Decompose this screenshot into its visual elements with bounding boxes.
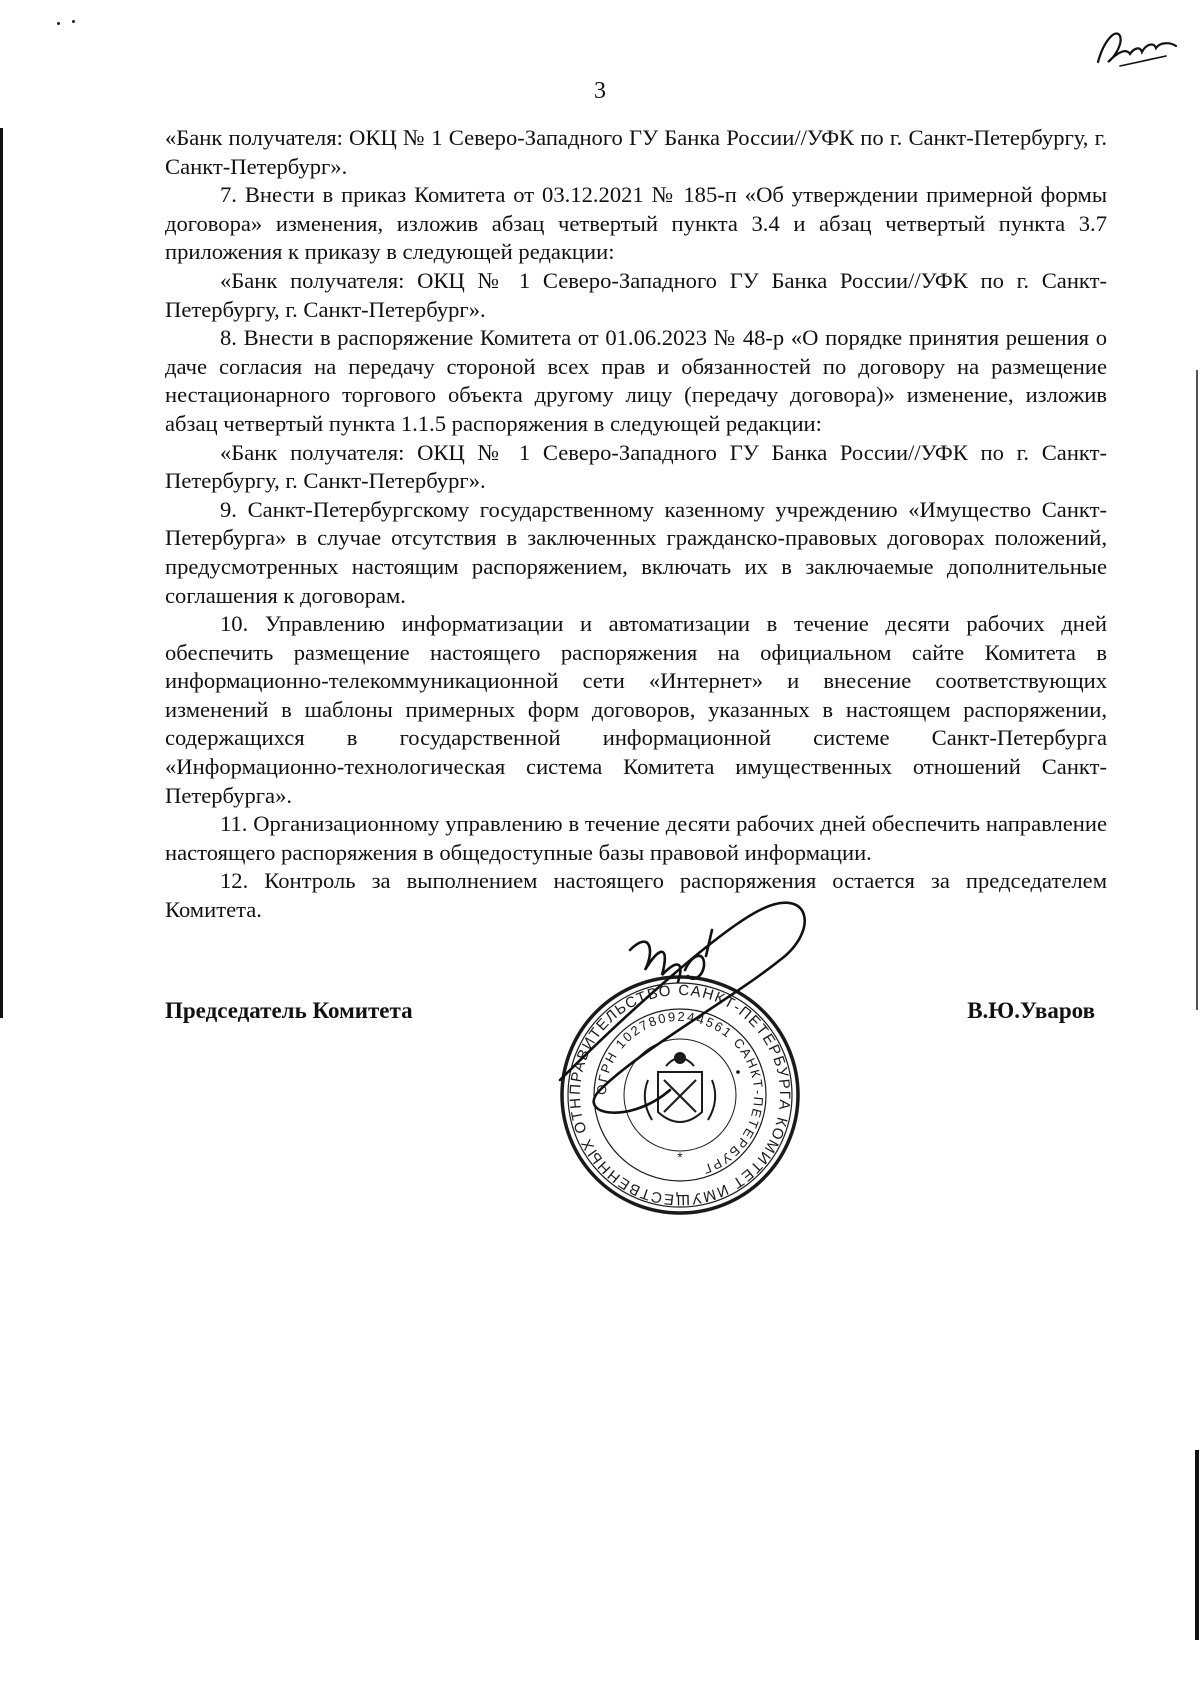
signatory-position: Председатель Комитета [165, 998, 413, 1023]
svg-text:*: * [677, 1149, 683, 1165]
coat-of-arms-icon [645, 1053, 715, 1122]
svg-text:ОГРН 1027809244561 САНКТ-ПЕТЕР: ОГРН 1027809244561 САНКТ-ПЕТЕРБУРГ [593, 1008, 767, 1178]
paragraph-clause-12: 12. Контроль за выполнением настоящего распоряжения остается за председателем Комитета. [165, 868, 1107, 923]
paragraph-bank-details-3: «Банк получателя: ОКЦ № 1 Северо-Западного ГУ Банка России//УФК по г. Санкт-Петербургу, г. Санкт-Петербург». [165, 439, 1107, 494]
paragraph-clause-11: 11. Организационному управлению в течение десяти рабочих дней обеспечить направление настоящего распоряжения в общедоступные базы правовой информации. [165, 811, 1107, 865]
official-stamp [480, 890, 880, 1270]
document-body [165, 124, 1107, 925]
paragraph-bank-details-2: «Банк получателя: ОКЦ № 1 Северо-Западного ГУ Банка России//УФК по г. Санкт-Петербургу, г. Санкт-Петербург». [165, 267, 1107, 322]
svg-text:ПРАВИТЕЛЬСТВО САНКТ-ПЕТЕРБУРГА: ПРАВИТЕЛЬСТВО САНКТ-ПЕТЕРБУРГА КОМИТЕТ ИМУЩЕСТВЕННЫХ ОТН [566, 981, 794, 1209]
corner-initials-signature [1090, 18, 1180, 78]
paragraph-clause-10: 10. Управлению информатизации и автоматизации в течение десяти рабочих дней обеспечить размещение настоящего распоряжения на официальном сайте Комитета в информационно-телекоммуникационной сети «Интернет» и внесение соответствующих изменений в шаблоны примерных форм договоров, указанных в настоящем распоряжении, содержащихся в государственной информационной системе Санкт-Петербурга «Информационно-технологическая система Комитета имущественных отношений Санкт-Петербурга». [165, 611, 1107, 808]
signatory-name: В.Ю.Уваров [967, 998, 1095, 1023]
right-margin-mark-lower [1195, 1450, 1199, 1640]
scan-dot [57, 22, 60, 25]
paragraph-clause-7: 7. Внести в приказ Комитета от 03.12.2021 № 185-п «Об утверждении примерной формы договора» изменения, изложив абзац четвертый пункта 3.4 и абзац четвертый пункта 3.7 приложения к приказу в следующей редакции: [165, 182, 1107, 265]
handwritten-signature [560, 903, 805, 1113]
page-number: 3 [594, 78, 606, 104]
left-margin-mark [0, 128, 3, 1018]
scan-dot [72, 20, 75, 23]
paragraph-bank-details-1: «Банк получателя: ОКЦ № 1 Северо-Западного ГУ Банка России//УФК по г. Санкт-Петербургу, г. Санкт-Петербург». [165, 125, 1107, 179]
paragraph-clause-8: 8. Внести в распоряжение Комитета от 01.06.2023 № 48-р «О порядке принятия решения о даче согласия на передачу стороной всех прав и обязанностей по договору на размещение нестационарного торгового объекта другому лицу (передачу договора)» изменение, изложив абзац четвертый пункта 1.1.5 распоряжения в следующей редакции: [165, 325, 1107, 436]
right-margin-mark [1196, 370, 1198, 1010]
stamp-seal [480, 890, 798, 1213]
paragraph-clause-9: 9. Санкт-Петербургскому государственному казенному учреждению «Имущество Санкт-Петербурга» в случае отсутствия в заключенных гражданско-правовых договорах положений, предусмотренных настоящим распоряжением, включать их в заключаемые дополнительные соглашения к договорам. [165, 496, 1107, 608]
